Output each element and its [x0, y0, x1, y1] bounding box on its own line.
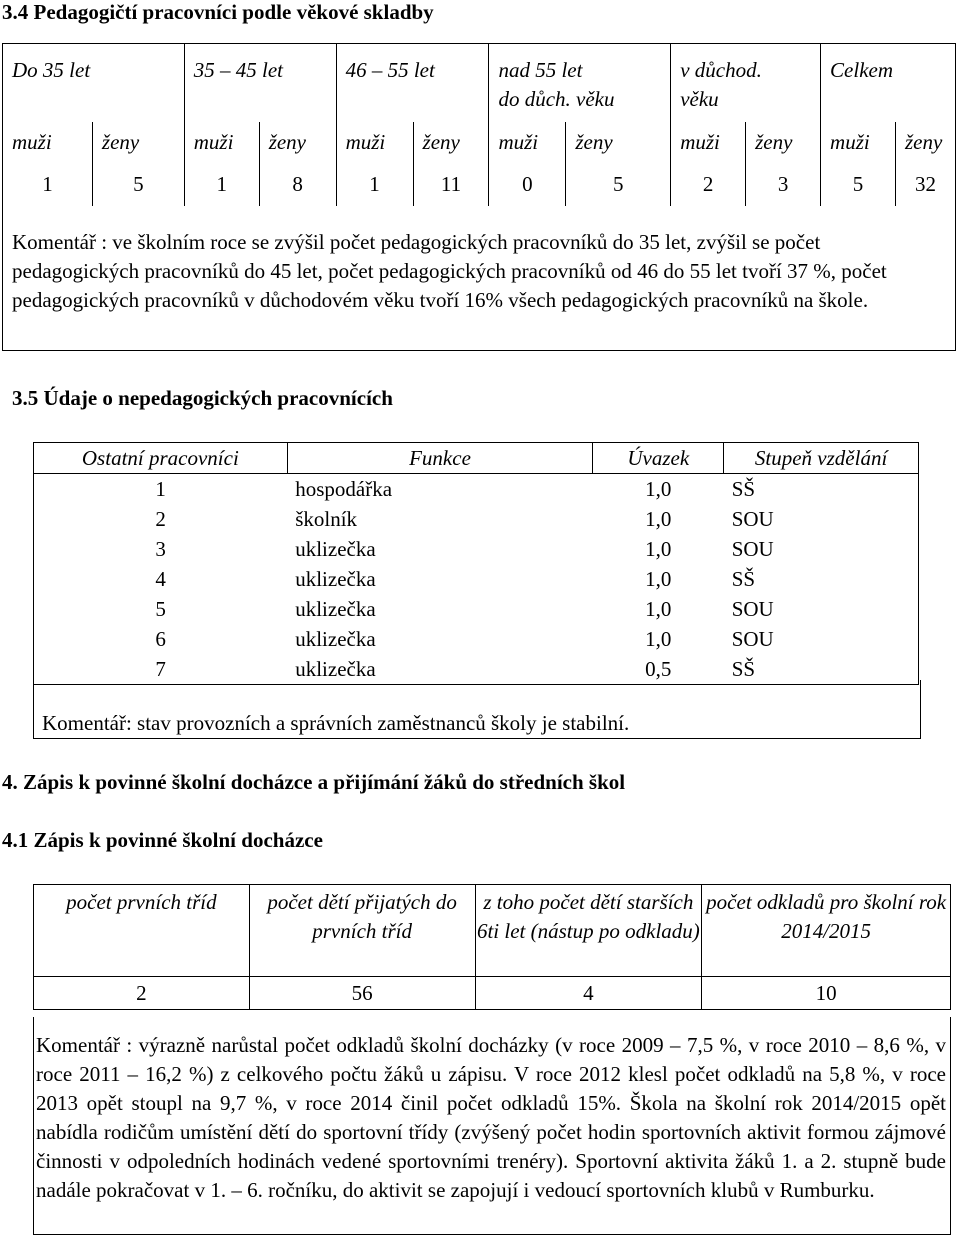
age-group-cell: 46 – 55 let [336, 44, 489, 123]
staff-cell: 4 [155, 567, 166, 591]
age-group-cell: 35 – 45 let [184, 44, 336, 123]
enrollment-header-row [34, 885, 951, 977]
enrollment-value-row [34, 977, 951, 1010]
count-cell: 3 [746, 162, 821, 206]
staff-header-cell: Ostatní pracovníci [34, 443, 288, 474]
enrollment-value-cell: 56 [249, 977, 475, 1010]
staff-header-cell: Funkce [287, 443, 593, 474]
count-cell: 8 [259, 162, 336, 206]
sex-cell: muži [3, 122, 93, 162]
staff-header-cell: Úvazek [593, 443, 724, 474]
enrollment-value-cell: 4 [475, 977, 702, 1010]
age-structure-table [2, 43, 956, 351]
enrollment-table [33, 884, 951, 1010]
staff-cell: uklizečka [295, 657, 376, 681]
staff-cell: 1,0 [645, 507, 672, 531]
sex-cell: ženy [92, 122, 184, 162]
table-row [34, 624, 919, 654]
staff-cell: hospodářka [295, 477, 393, 501]
staff-comment: Komentář: stav provozních a správních zaměstnanců školy je stabilní. [42, 711, 630, 735]
sex-cell: ženy [566, 122, 671, 162]
staff-cell: uklizečka [295, 567, 376, 591]
sex-header-row [3, 122, 956, 162]
staff-cell: 1,0 [645, 567, 672, 591]
enrollment-header-cell: počet prvních tříd [66, 890, 217, 914]
staff-cell: SOU [731, 537, 774, 561]
count-cell: 1 [3, 162, 93, 206]
sex-cell: ženy [259, 122, 336, 162]
enrollment-value-cell: 10 [702, 977, 951, 1010]
sex-cell: muži [336, 122, 413, 162]
age-group-cell: Do 35 let [3, 44, 185, 123]
age-comment: Komentář : ve školním roce se zvýšil počet pedagogických pracovníků do 35 let, zvýšil se počet pedagogických pracovníků do 45 let, počet pedagogických pracovníků od 46 do 55 let tvoří 37 %, počet pedagogických pracovníků v důchodovém věku tvoří 16% všech pedagogických pracovníků na škole. [12, 230, 887, 312]
count-cell: 11 [413, 162, 489, 206]
section-heading-4: 4. Zápis k povinné školní docházce a přijímání žáků do středních škol [2, 770, 626, 794]
count-cell: 5 [92, 162, 184, 206]
staff-cell: 1,0 [645, 537, 672, 561]
enrollment-comment-box [33, 1017, 951, 1235]
staff-cell: 5 [155, 597, 166, 621]
staff-cell: 1,0 [645, 627, 672, 651]
staff-cell: 1 [155, 477, 166, 501]
count-cell: 1 [184, 162, 259, 206]
staff-cell: SOU [731, 627, 774, 651]
sex-cell: muži [184, 122, 259, 162]
staff-cell: 1,0 [645, 477, 672, 501]
staff-cell: SŠ [731, 477, 756, 501]
section-heading-3-5: 3.5 Údaje o nepedagogických pracovnících [12, 386, 393, 410]
sex-cell: muži [671, 122, 746, 162]
table-row [34, 594, 919, 624]
staff-cell: 7 [155, 657, 166, 681]
count-cell: 32 [895, 162, 955, 206]
staff-cell: SŠ [731, 567, 756, 591]
staff-cell: uklizečka [295, 627, 376, 651]
staff-cell: uklizečka [295, 537, 376, 561]
staff-cell: SŠ [731, 657, 756, 681]
count-row [3, 162, 956, 206]
sex-cell: muži [821, 122, 896, 162]
age-comment-row [3, 206, 956, 351]
staff-cell: 3 [155, 537, 166, 561]
sex-cell: ženy [746, 122, 821, 162]
age-group-cell: Celkem [821, 44, 956, 123]
count-cell: 5 [566, 162, 671, 206]
age-group-cell: v důchod. věku [671, 44, 821, 123]
section-heading-3-4: 3.4 Pedagogičtí pracovníci podle věkové skladby [2, 0, 434, 24]
staff-header-cell: Stupeň vzdělání [724, 443, 919, 474]
count-cell: 2 [671, 162, 746, 206]
section-heading-4-1: 4.1 Zápis k povinné školní docházce [2, 828, 323, 852]
non-teaching-staff-table [33, 442, 919, 685]
enrollment-header-cell: z toho počet dětí starších 6ti let (nástup po odkladu) [475, 885, 702, 977]
staff-cell: uklizečka [295, 597, 376, 621]
table-row [34, 564, 919, 594]
staff-cell: 2 [155, 507, 166, 531]
table-row [34, 504, 919, 534]
staff-cell: SOU [731, 597, 774, 621]
sex-cell: muži [489, 122, 566, 162]
count-cell: 5 [821, 162, 896, 206]
enrollment-comment: Komentář : výrazně narůstal počet odkladů školní docházky (v roce 2009 – 7,5 %, v roce 2010 – 8,6 %, v roce 2011 – 16,2 %) z celkového počtu žáků u zápisu. V roce 2012 klesl počet odkladů na 5,8 %, v roce 2013 opět stoupl na 9,7 %, v roce 2014 činil počet odkladů 15%. Škola na školní rok 2014/2015 opět nabídla rodičům umístění dětí do sportovní třídy (zvýšený počet hodin sportovních aktivit formou zájmové činnosti v odpoledních hodinách vedené sportovními trenéry). Sportovní aktivita žáků 1. a 2. stupně bude nadále pokračovat v 1. – 6. ročníku, do aktivit se zapojují i vedoucí sportovních klubů v Rumburku. [36, 1033, 946, 1202]
staff-cell: školník [295, 507, 358, 531]
staff-cell: 0,5 [645, 657, 672, 681]
staff-header-row [34, 443, 919, 474]
table-row [34, 474, 919, 505]
staff-cell: 6 [155, 627, 166, 651]
table-row [34, 534, 919, 564]
sex-cell: ženy [895, 122, 955, 162]
enrollment-header-cell: počet dětí přijatých do prvních tříd [249, 885, 475, 977]
sex-cell: ženy [413, 122, 489, 162]
count-cell: 0 [489, 162, 566, 206]
count-cell: 1 [336, 162, 413, 206]
enrollment-value-cell: 2 [34, 977, 250, 1010]
age-group-header-row [3, 44, 956, 123]
enrollment-header-cell: počet odkladů pro školní rok 2014/2015 [702, 885, 951, 977]
staff-comment-box [33, 680, 921, 739]
staff-cell: 1,0 [645, 597, 672, 621]
age-group-cell: nad 55 let do důch. věku [489, 44, 671, 123]
staff-cell: SOU [731, 507, 774, 531]
